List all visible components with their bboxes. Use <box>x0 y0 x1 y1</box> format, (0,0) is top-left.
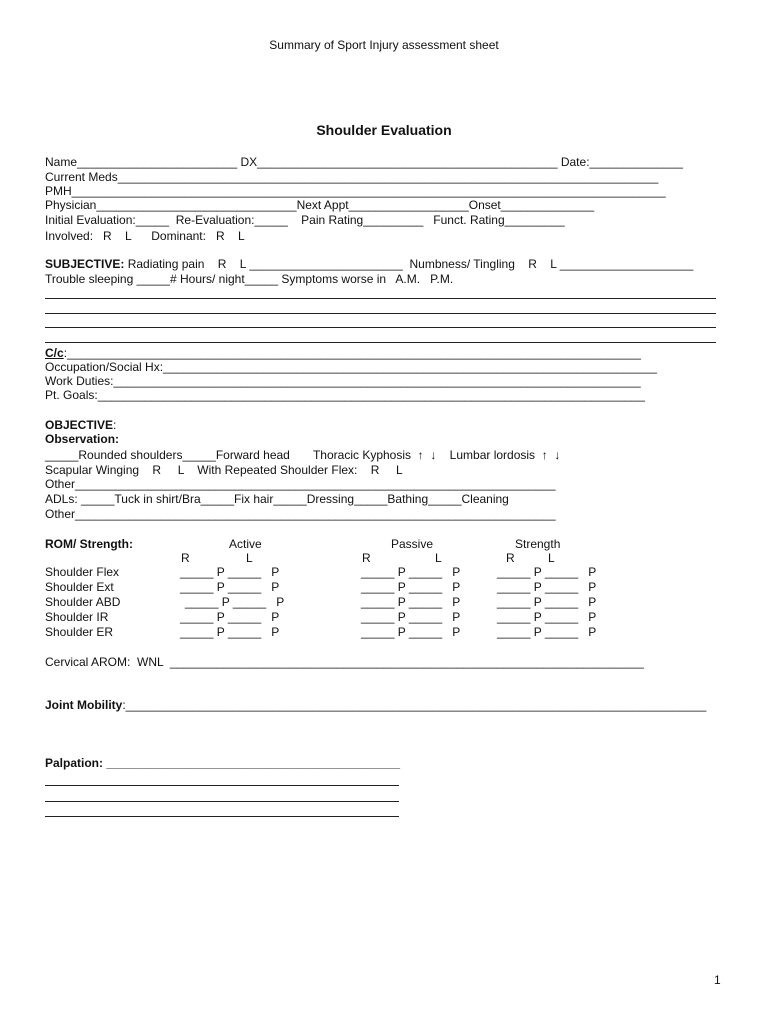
palpation-line[interactable] <box>45 756 400 770</box>
palpation-blank[interactable]: ____________________________________________ <box>103 756 400 770</box>
rom-label: ROM/ Strength: <box>45 537 133 551</box>
cc-blank[interactable]: :______________________________________________________________________________________ <box>63 346 641 360</box>
strength-cell[interactable]: _____ P _____ P <box>497 580 597 594</box>
active-cell[interactable]: _____ P _____ P <box>180 625 280 639</box>
objective-label: OBJECTIVE <box>45 418 114 432</box>
notes-rule-3[interactable] <box>45 327 716 328</box>
passive-cell[interactable]: _____ P _____ P <box>361 595 461 609</box>
strength-cell[interactable]: _____ P _____ P <box>497 565 597 579</box>
joint-mobility-blank[interactable]: :_______________________________________________________________________________________ <box>122 698 707 712</box>
strength-cell[interactable]: _____ P _____ P <box>497 625 597 639</box>
scapular-line[interactable]: Scapular Winging R L With Repeated Shoulder Flex: R L <box>45 463 403 477</box>
strength-cell[interactable]: _____ P _____ P <box>497 595 597 609</box>
passive-r-label: R <box>362 551 371 565</box>
objective-colon: : <box>113 418 117 432</box>
cc-label: C/c <box>45 346 64 360</box>
other-line-2[interactable]: Other________________________________________________________________________ <box>45 507 556 521</box>
joint-mobility-label: Joint Mobility <box>45 698 123 712</box>
physician-line[interactable]: Physician______________________________Next Appt__________________Onset______________ <box>45 198 595 212</box>
posture-line[interactable]: _____Rounded shoulders_____Forward head Thoracic Kyphosis ↑ ↓ Lumbar lordosis ↑ ↓ <box>45 448 561 462</box>
involved-line[interactable]: Involved: R L Dominant: R L <box>45 229 245 243</box>
palpation-label: Palpation: <box>45 756 104 770</box>
duties-line[interactable]: Work Duties:_______________________________________________________________________________ <box>45 374 641 388</box>
passive-l-label: L <box>435 551 442 565</box>
palpation-rule-3[interactable] <box>45 816 399 817</box>
subjective-label: SUBJECTIVE: <box>45 257 125 271</box>
rom-row-label: Shoulder IR <box>45 610 109 624</box>
notes-rule-1[interactable] <box>45 298 716 299</box>
palpation-rule-1[interactable] <box>45 785 399 786</box>
strength-header: Strength <box>515 537 561 551</box>
strength-cell[interactable]: _____ P _____ P <box>497 610 597 624</box>
pmh-line[interactable]: PMH_________________________________________________________________________________________ <box>45 184 666 198</box>
adls-line[interactable]: ADLs: _____Tuck in shirt/Bra_____Fix hair_____Dressing_____Bathing_____Cleaning <box>45 492 509 506</box>
name-line[interactable]: Name________________________ DX_____________________________________________ Date:______________ <box>45 155 683 169</box>
goals-line[interactable]: Pt. Goals:__________________________________________________________________________________ <box>45 388 645 402</box>
objective-line <box>45 418 116 432</box>
active-cell[interactable]: _____ P _____ P <box>180 565 280 579</box>
active-cell[interactable]: _____ P _____ P <box>180 610 280 624</box>
sleeping-line[interactable]: Trouble sleeping _____# Hours/ night_____ Symptoms worse in A.M. P.M. <box>45 272 454 286</box>
strength-l-label: L <box>548 551 555 565</box>
meds-line[interactable]: Current Meds_________________________________________________________________________________ <box>45 170 659 184</box>
strength-r-label: R <box>506 551 515 565</box>
rom-row-label: Shoulder ER <box>45 625 114 639</box>
joint-mobility-line[interactable] <box>45 698 706 712</box>
active-l-label: L <box>246 551 253 565</box>
subjective-line[interactable] <box>45 257 693 271</box>
cervical-line[interactable]: Cervical AROM: WNL _______________________________________________________________________ <box>45 655 644 669</box>
active-header: Active <box>229 537 262 551</box>
active-r-label: R <box>181 551 190 565</box>
rom-row-label: Shoulder Flex <box>45 565 120 579</box>
passive-header: Passive <box>391 537 434 551</box>
passive-cell[interactable]: _____ P _____ P <box>361 580 461 594</box>
rom-row-label: Shoulder Ext <box>45 580 114 594</box>
rom-row-label: Shoulder ABD <box>45 595 121 609</box>
active-cell[interactable]: _____ P _____ P <box>185 595 285 609</box>
observation-label: Observation: <box>45 432 120 446</box>
radiating-text[interactable]: Radiating pain R L _______________________ Numbness/ Tingling R L ____________________ <box>124 257 694 271</box>
notes-rule-2[interactable] <box>45 313 716 314</box>
palpation-rule-2[interactable] <box>45 801 399 802</box>
page-number: 1 <box>714 973 721 987</box>
notes-rule-4[interactable] <box>45 342 716 343</box>
occupation-line[interactable]: Occupation/Social Hx:__________________________________________________________________________ <box>45 360 657 374</box>
cc-line[interactable] <box>45 346 641 360</box>
passive-cell[interactable]: _____ P _____ P <box>361 610 461 624</box>
evaluation-line[interactable]: Initial Evaluation:_____ Re-Evaluation:_____ Pain Rating_________ Funct. Rating_________ <box>45 213 565 227</box>
passive-cell[interactable]: _____ P _____ P <box>361 625 461 639</box>
passive-cell[interactable]: _____ P _____ P <box>361 565 461 579</box>
sheet-header: Summary of Sport Injury assessment sheet <box>269 38 499 52</box>
active-cell[interactable]: _____ P _____ P <box>180 580 280 594</box>
other-line-1[interactable]: Other________________________________________________________________________ <box>45 477 556 491</box>
form-title: Shoulder Evaluation <box>316 122 452 138</box>
